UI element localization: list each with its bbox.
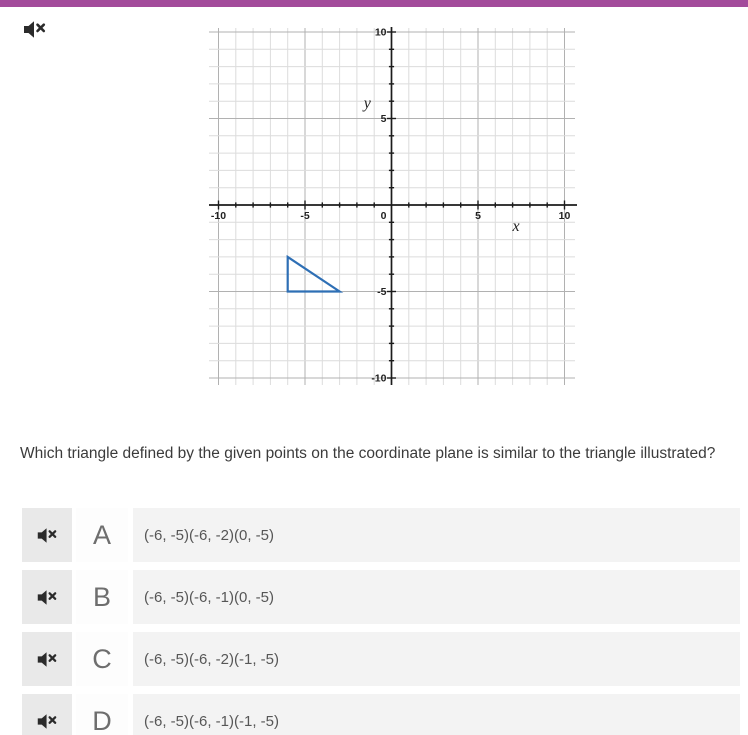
answer-d-audio-button[interactable] [22, 694, 72, 735]
top-accent-bar [0, 0, 748, 7]
answer-a-letter[interactable]: A [76, 508, 128, 562]
speaker-muted-icon [22, 20, 47, 39]
answer-c-letter[interactable]: C [76, 632, 128, 686]
answer-row-b [22, 570, 740, 624]
svg-text:-10: -10 [210, 210, 227, 222]
answer-d-text[interactable]: (-6, -5)(-6, -1)(-1, -5) [133, 694, 740, 735]
answer-c-audio-button[interactable] [22, 632, 72, 686]
svg-text:x: x [512, 217, 520, 235]
speaker-muted-icon [36, 713, 58, 730]
speaker-muted-icon [36, 589, 58, 606]
answer-b-letter[interactable]: B [76, 570, 128, 624]
answer-row-a [22, 508, 740, 562]
svg-text:-5: -5 [377, 286, 387, 298]
svg-text:0: 0 [380, 210, 387, 222]
page-audio-button[interactable] [18, 16, 50, 42]
answer-list [22, 508, 740, 735]
answer-row-c [22, 632, 740, 686]
coordinate-plane [207, 25, 579, 387]
answer-a-audio-button[interactable] [22, 508, 72, 562]
answer-c-text[interactable]: (-6, -5)(-6, -2)(-1, -5) [133, 632, 740, 686]
svg-text:10: 10 [374, 26, 387, 39]
answer-d-letter[interactable]: D [76, 694, 128, 735]
answer-a-text[interactable]: (-6, -5)(-6, -2)(0, -5) [133, 508, 740, 562]
svg-text:5: 5 [475, 210, 481, 222]
svg-text:5: 5 [380, 113, 387, 125]
speaker-muted-icon [36, 527, 58, 544]
svg-text:y: y [363, 95, 371, 113]
question-text: Which triangle defined by the given points on the coordinate plane is similar to the triangle illustrated? [20, 445, 716, 462]
answer-b-audio-button[interactable] [22, 570, 72, 624]
answer-b-text[interactable]: (-6, -5)(-6, -1)(0, -5) [133, 570, 740, 624]
svg-text:10: 10 [558, 210, 571, 222]
svg-text:-10: -10 [371, 372, 387, 385]
speaker-muted-icon [36, 651, 58, 668]
coordinate-plane-svg [207, 25, 579, 387]
svg-text:-5: -5 [300, 210, 310, 222]
answer-row-d [22, 694, 740, 735]
